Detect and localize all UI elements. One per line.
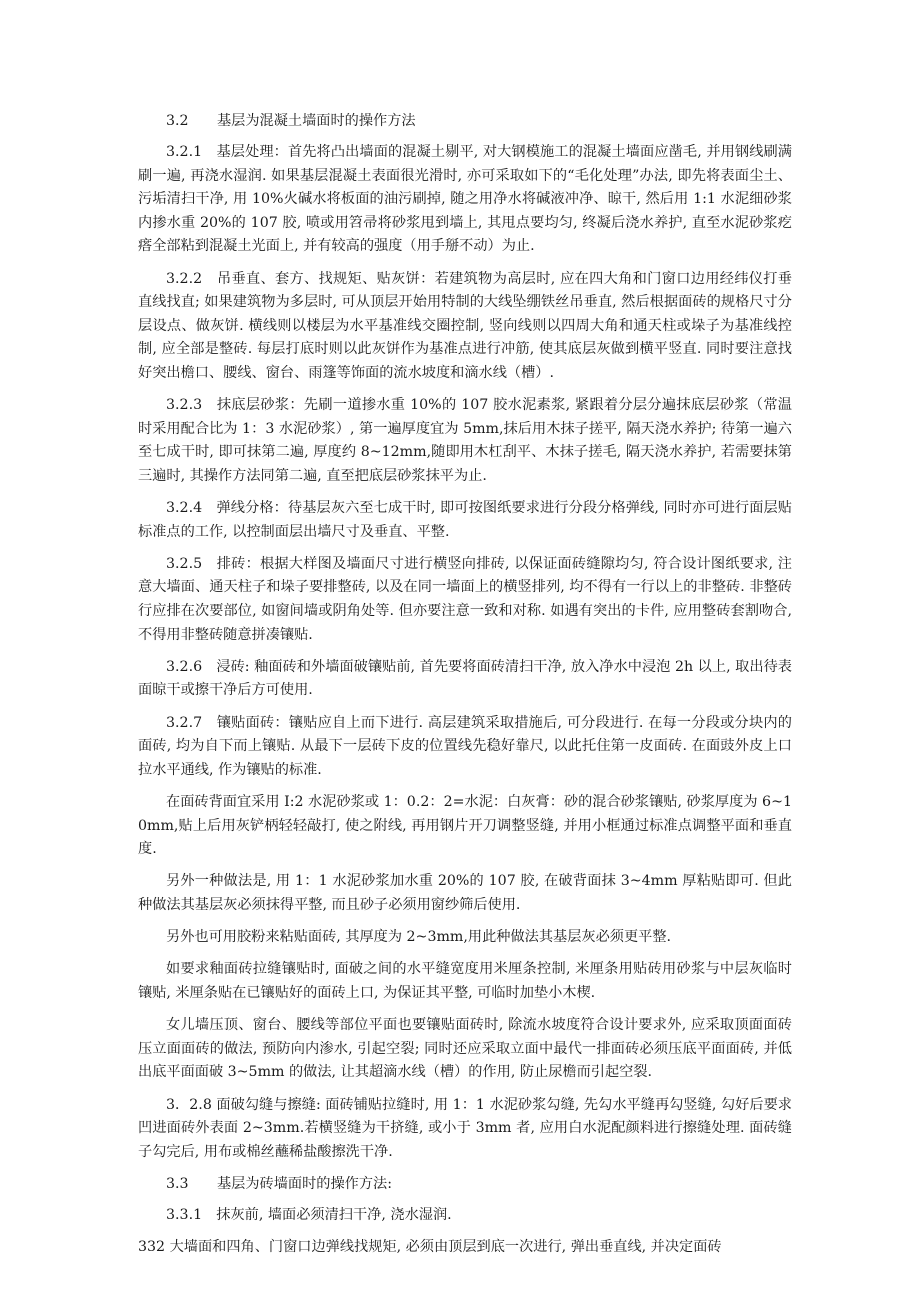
paragraph-3-2-1: 3.2.1 基层处理：首先将凸出墙面的混凝土剔平, 对大钢模施工的混凝土墙面应凿毛, 并用钢线刷满刷一遍, 再浇水湿润. 如果基层混凝土表面很光滑时, 亦可采取如下的“毛化处理”办法, 即先将表面尘土、污垢清扫干净, 用 10%火碱水将板面的油污刷掉, 随之用净水将碱液冲净、晾干, 然后用 1:1 水泥细砂浆内掺水重 20%的 107 胶, 喷或用笤帚将砂浆甩到墙上, 其甩点要均匀, 终凝后浇水养护, 直至水泥砂浆疙瘩全部粘到混凝土光面上, 并有较高的强度（用手掰不动）为止.	[138, 144, 792, 255]
section-heading-3-2: 3.2 基层为混凝土墙面时的操作方法	[166, 113, 416, 129]
paragraph-3-2-7: 3.2.7 镶贴面砖：镶贴应自上而下进行. 高层建筑采取措施后, 可分段进行. 在每一分段或分块内的面砖, 均为自下而上镶贴. 从最下一层砖下皮的位置线先稳好靠尺, 以此托住第一皮面砖. 在面豉外皮上口拉水平通线, 作为镶贴的标准.	[138, 714, 792, 778]
paragraph-parapet-coping: 女儿墙压顶、窗台、腰线等部位平面也要镶贴面砖时, 除流水坡度符合设计要求外, 应采取顶面面砖压立面面砖的做法, 预防向内渗水, 引起空裂; 同时还应采取立面中最代一排面砖必须压底平面面砖, 并低出底平面面破 3~5mm 的做法, 让其超滴水线（槽）的作用, 防止尿檐而引起空裂.	[138, 1017, 792, 1081]
paragraph-glue-powder-method: 另外也可用胶粉来粘贴面砖, 其厚度为 2~3mm,用此种做法其基层灰必须更平整.	[166, 929, 672, 946]
paragraph-3-2-2: 3.2.2 吊垂直、套方、找规矩、贴灰饼：若建筑物为高层时, 应在四大角和门窗口边用经纬仪打垂直线找直; 如果建筑物为多层时, 可从顶层开始用特制的大线坠绷铁丝吊垂直, 然后根据面砖的规格尺寸分层设点、做灰饼. 横线则以楼层为水平基准线交圈控制, 竖向线则以四周大角和通天柱或垛子为基准线控制, 应全部是整砖. 每层打底时则以此灰饼作为基准点进行冲筋, 使其底层灰做到横平竖直. 同时要注意找好突出檐口、腰线、窗台、雨篷等饰面的流水坡度和滴水线（槽）.	[138, 270, 792, 381]
paragraph-3-2-5: 3.2.5 排砖：根据大样图及墙面尺寸进行横竖向排砖, 以保证面砖缝隙均匀, 符合设计图纸要求, 注意大墙面、通天柱子和垛子要排整砖, 以及在同一墙面上的横竖排列, 均不得有一行以上的非整砖. 非整砖行应排在次要部位, 如窗间墙或阴角处等. 但亦要注意一致和对称. 如遇有突出的卡件, 应用整砖套割吻合, 不得用非整砖随意拼凑镶贴.	[138, 555, 792, 643]
section-heading-3-3: 3.3 基层为砖墙面时的操作方法:	[166, 1175, 392, 1192]
document-page	[138, 110, 792, 1268]
paragraph-3-3-1: 3.3.1 抹灰前, 墙面必须清扫干净, 浇水湿润.	[166, 1206, 452, 1223]
paragraph-3-2-4: 3.2.4 弹线分格：待基层灰六至七成干时, 即可按图纸要求进行分段分格弹线, 同时亦可进行面层贴标准点的工作, 以控制面层出墙尺寸及垂直、平整.	[138, 500, 792, 540]
paragraph-3-2-3: 3.2.3 抹底层砂浆：先刷一道掺水重 10%的 107 胶水泥素浆, 紧跟着分层分遍抹底层砂浆（常温时采用配合比为 1：3 水泥砂浆）, 第一遍厚度宜为 5mm,抹后用木抹子搓平, 隔天浇水养护; 待第一遍六至七成干时, 即可抹第二遍, 厚度约 8~12mm,随即用木杠刮平、木抹子搓毛, 隔天浇水养护, 若需要抹第三遍时, 其操作方法同第二遍, 直至把底层砂浆抹平为止.	[138, 397, 792, 484]
paragraph-mortar-method: 在面砖背面宜采用 I:2 水泥砂浆或 1：0.2：2=水泥：白灰膏：砂的混合砂浆镶贴, 砂浆厚度为 6~10mm,贴上后用灰铲柄轻轻敲打, 使之附线, 再用钢片开刀调整竖缝, 并用小框通过标准点调整平面和垂直度.	[138, 794, 792, 858]
paragraph-joint-spacing: 如要求釉面砖拉缝镶贴时, 面破之间的水平缝宽度用米厘条控制, 米厘条用贴砖用砂浆与中层灰临时镶贴, 米厘条贴在已镶贴好的面砖上口, 为保证其平整, 可临时加垫小木楔.	[138, 961, 792, 1001]
paragraph-3-2-6: 3.2.6 浸砖: 釉面砖和外墙面破镶贴前, 首先要将面砖清扫干净, 放入净水中浸泡 2h 以上, 取出待表面晾干或擦干净后方可使用.	[138, 658, 792, 699]
paragraph-3-2-8: 3．2.8 面破勾缝与擦缝: 面砖铺贴拉缝时, 用 1：1 水泥砂浆勾缝, 先勾水平缝再勾竖缝, 勾好后要求凹进面砖外表面 2~3mm.若横竖缝为干挤缝, 或小于 3mm 者, 应用白水泥配颜料进行擦缝处理. 面砖缝子勾完后, 用布或棉丝蘸稀盐酸擦洗干净.	[138, 1096, 792, 1160]
paragraph-3-3-2: 332 大墙面和四角、门窗口边弹线找规矩, 必须由顶层到底一次进行, 弹出垂直线, 并决定面砖	[138, 1239, 722, 1256]
paragraph-alternative-method: 另外一种做法是, 用 1：1 水泥砂浆加水重 20%的 107 胶, 在破背面抹 3~4mm 厚粘贴即可. 但此种做法其基层灰必须抹得平整, 而且砂子必须用窗纱筛后使用.	[138, 873, 792, 913]
